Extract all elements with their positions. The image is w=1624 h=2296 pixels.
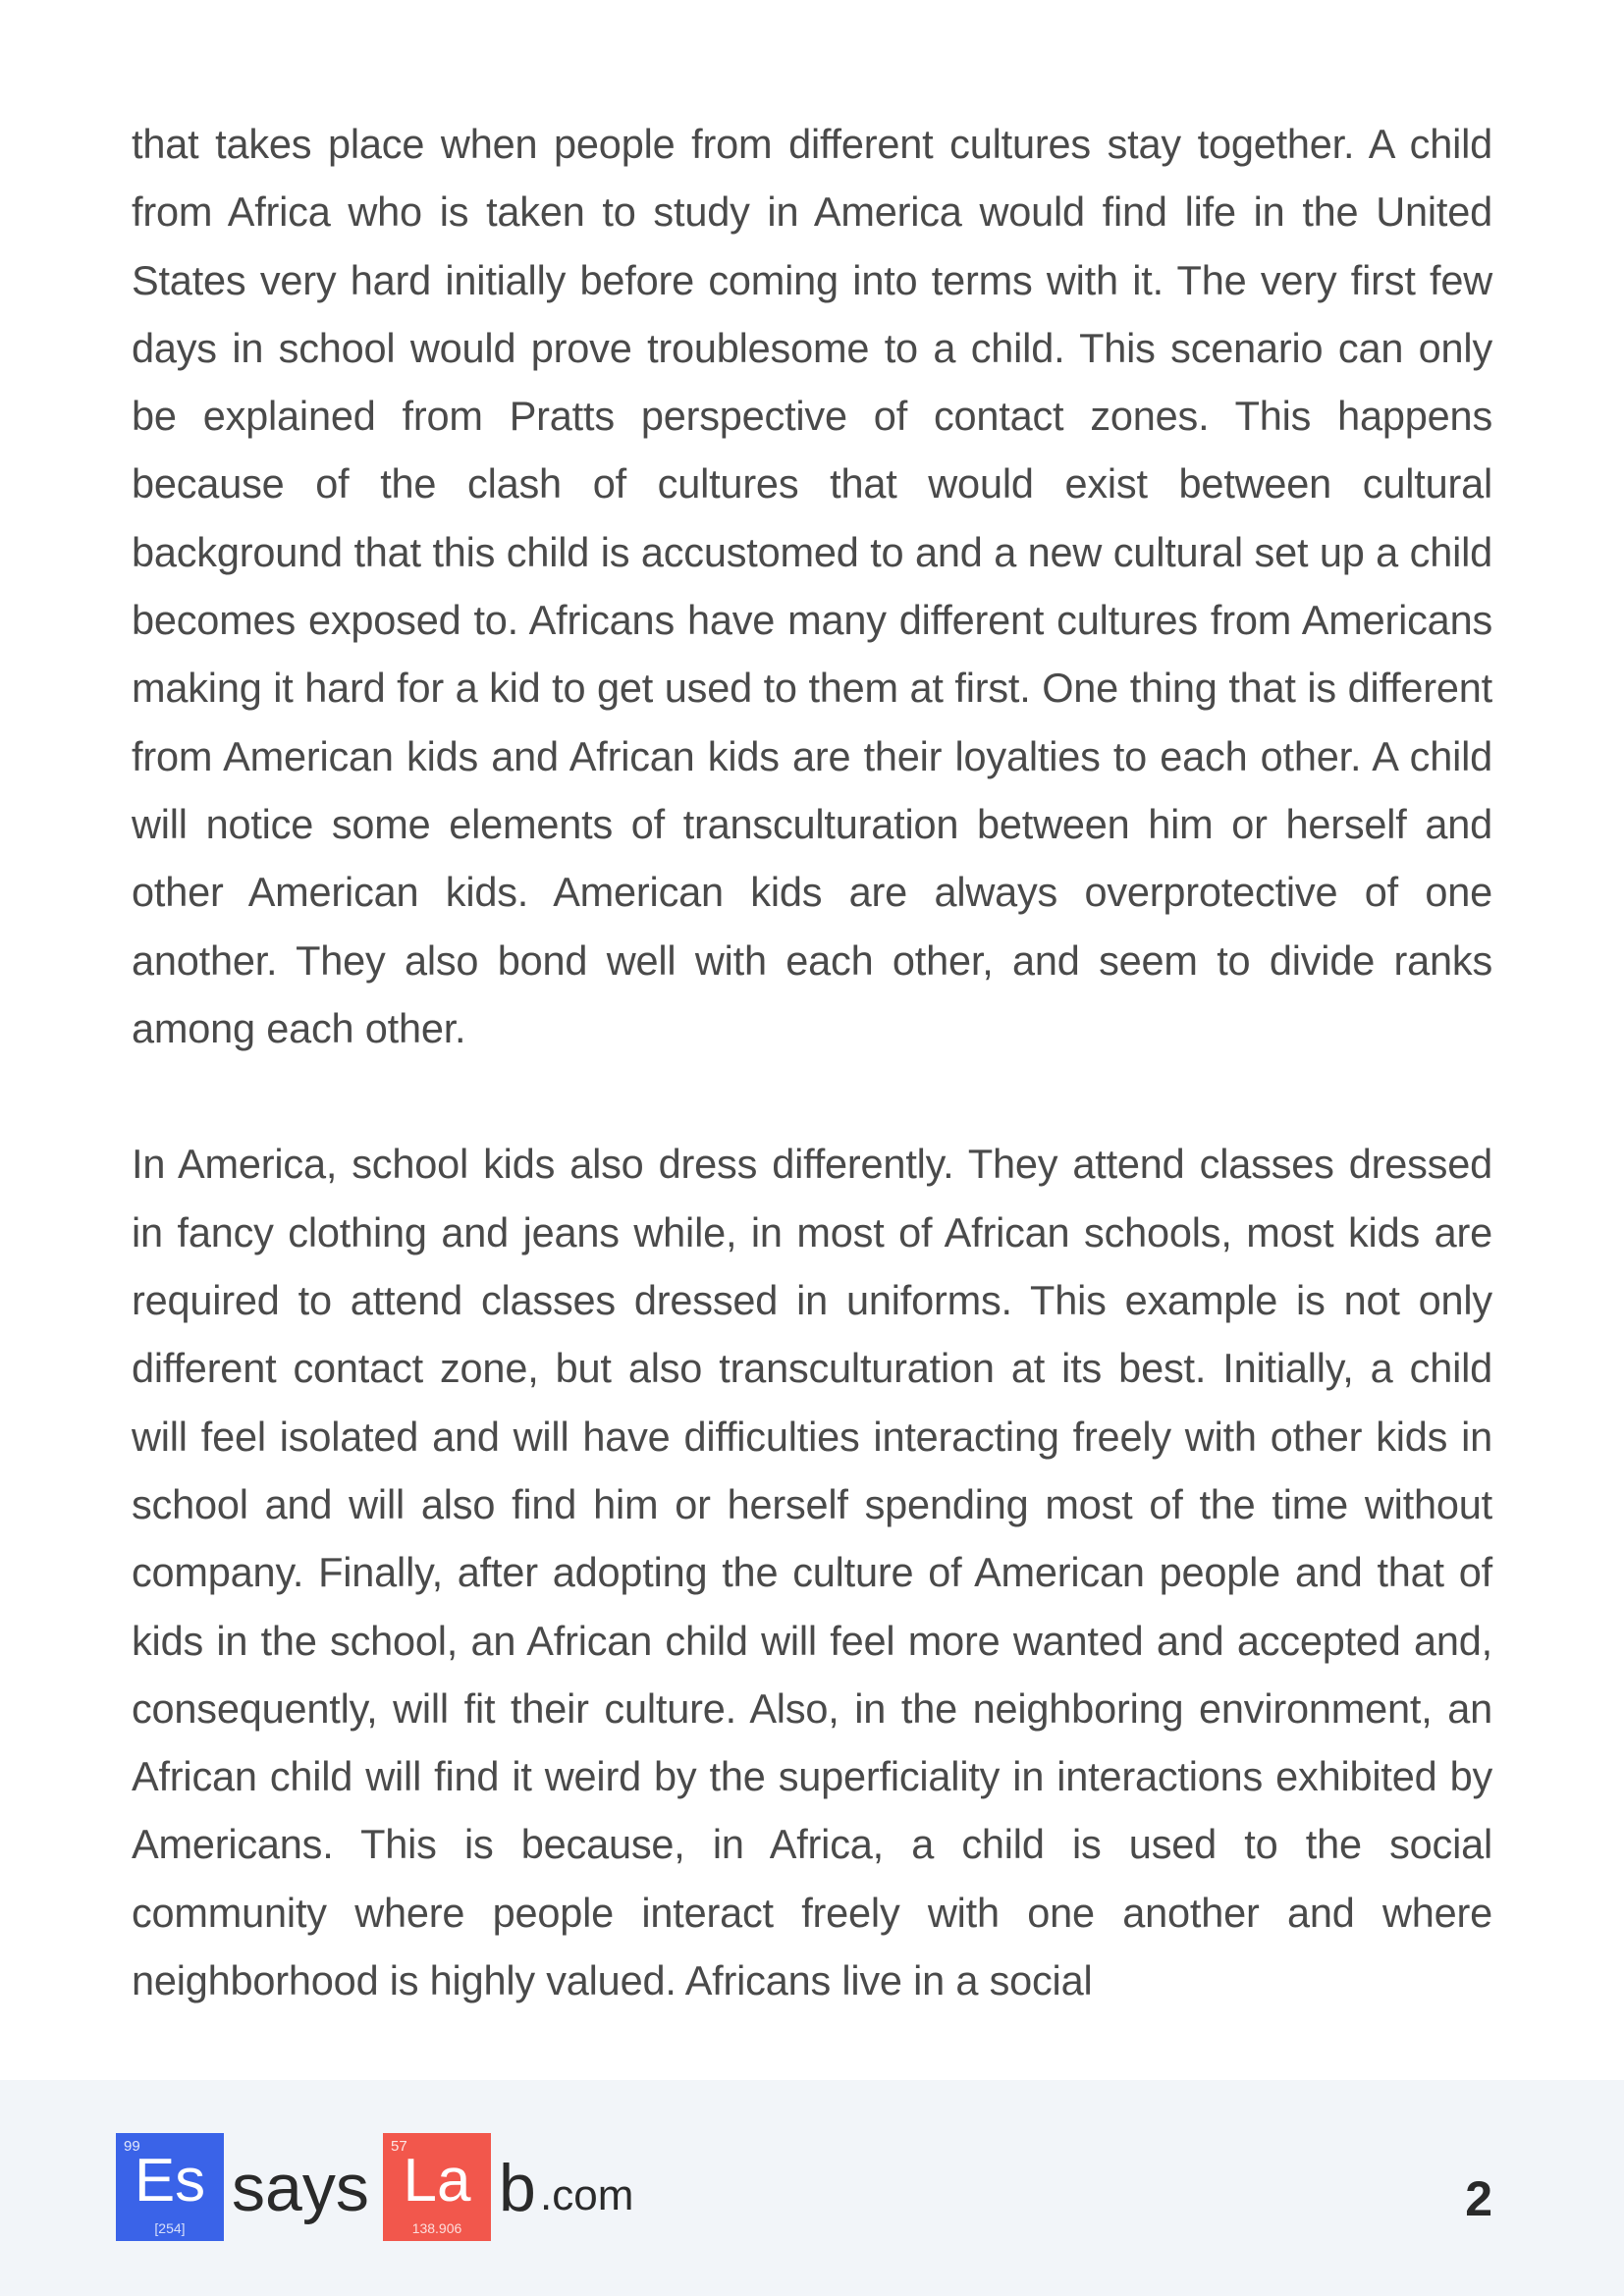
page-number: 2 [1465, 2171, 1492, 2226]
essayslab-logo [116, 2133, 666, 2243]
logo-tile-la-mass: 138.906 [411, 2220, 462, 2236]
logo-word-b: b [499, 2151, 536, 2225]
paragraph-1: that takes place when people from different cultures stay together. A child from Africa who is taken to study in America would find life in the United States very hard initially before coming into terms with it. The very first few days in school would prove troublesome to a child. This scenario can only be explained from Pratts perspective of contact zones. This happens because of the clash of cultures that would exist between cultural background that this child is accustomed to and a new cultural set up a child becomes exposed to. Africans have many different cultures from Americans making it hard for a kid to get used to them at first. One thing that is different from American kids and African kids are their loyalties to each other. A child will notice some elements of transculturation between him or herself and other American kids. American kids are always overprotective of one another. They also bond well with each other, and seem to divide ranks among each other. [132, 121, 1492, 1051]
paragraph-2: In America, school kids also dress differently. They attend classes dressed in fancy clothing and jeans while, in most of African schools, most kids are required to attend classes dressed in uniforms. This example is not only different contact zone, but also transculturation at its best. Initially, a child will feel isolated and will have difficulties interacting freely with other kids in school and will also find him or herself spending most of the time without company. Finally, after adopting the culture of American people and that of kids in the school, an African child will feel more wanted and accepted and, consequently, will fit their culture. Also, in the neighboring environment, an African child will find it weird by the superficiality in interactions exhibited by Americans. This is because, in Africa, a child is used to the social community where people interact freely with one another and where neighborhood is highly valued. Africans live in a social [132, 1141, 1492, 2004]
logo-tile-la [383, 2133, 491, 2241]
logo-tile-la-symbol: La [403, 2147, 471, 2215]
logo-word-says: says [232, 2151, 369, 2225]
logo-tile-es-number: 99 [124, 2138, 140, 2155]
logo-tile-la-number: 57 [391, 2138, 407, 2155]
page-body [132, 110, 1492, 2014]
logo-word-com: .com [540, 2171, 634, 2219]
logo-tile-es-mass: [254] [154, 2220, 186, 2236]
logo-tile-es [116, 2133, 224, 2241]
logo-tile-es-symbol: Es [134, 2147, 206, 2215]
